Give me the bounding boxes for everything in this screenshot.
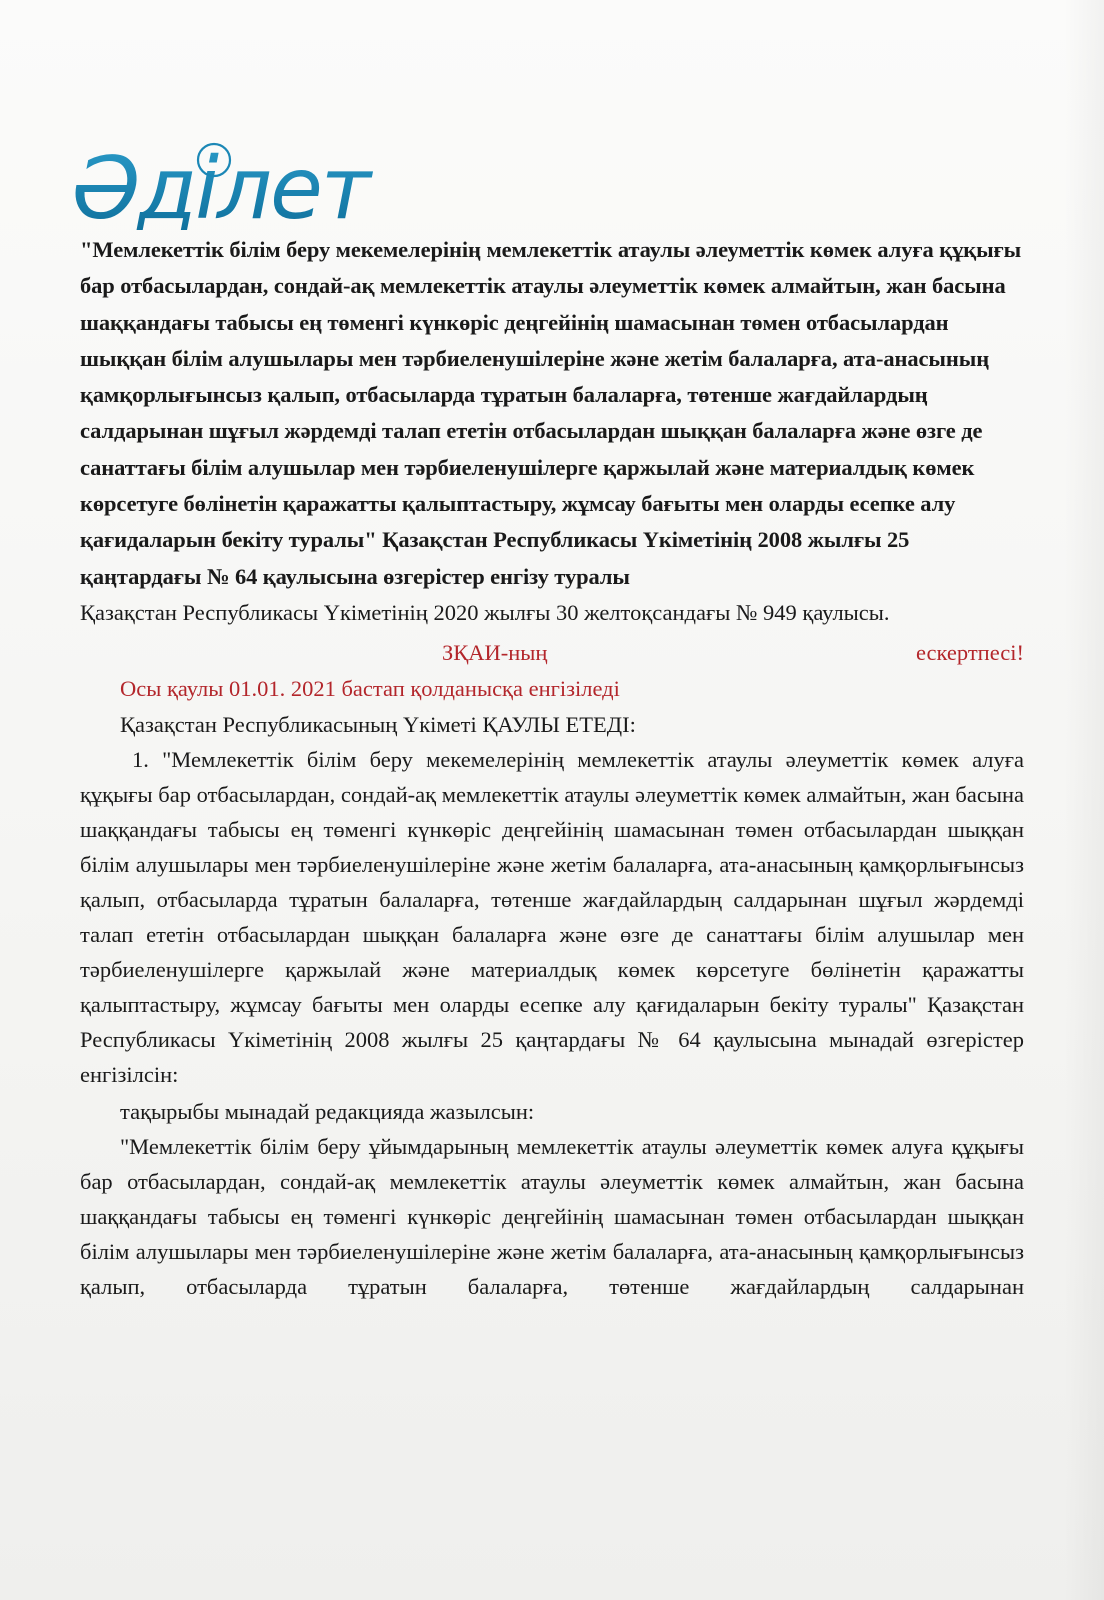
new-title-text: "Мемлекеттік білім беру ұйымдарының мемлекеттік атаулы әлеуметтік көмек алуға құқығы бар отбасылардан, сондай-ақ мемлекеттік атаулы әлеуметтік көмек алмайтын, жан басына шаққандағы табысы ең төменгі күнкөріс деңгейінің шамасынан төмен отбасылардан шыққан білім алушылары мен тәрбиеленушілеріне және жетім балаларға, ата-анасының қамқорлығынсыз қалып, отбасыларда тұратын балаларға, төтенше жағдайлардың салдарынан [80, 1133, 1024, 1299]
heading-note: тақырыбы мынадай редакцияда жазылсын: [120, 1098, 535, 1124]
editor-note [80, 635, 1024, 671]
document-title: "Мемлекеттік білім беру мекемелерінің мемлекеттік атаулы әлеуметтік көмек алуға құқығы бар отбасылардан, сондай-ақ мемлекеттік атаулы әлеуметтік көмек алмайтын, жан басына шаққандағы табысы ең төменгі күнкөріс деңгейінің шамасынан төмен отбасылардан шыққан білім алушылары мен тәрбиеленушілеріне және жетім балаларға, ата-анасының қамқорлығынсыз қалып, отбасыларда тұратын балаларға, төтенше жағдайлардың салдарынан шұғыл жәрдемді талап ететін отбасылардан шыққан балаларға және өзге де санаттағы білім алушылар мен тәрбиеленушілерге қаржылай және материалдық көмек көрсетуге бөлінетін қаражатты қалыптастыру, жұмсау бағыты мен оларды есепке алу қағидаларын бекіту туралы" Қазақстан Республикасы Үкіметінің 2008 жылғы 25 қаңтардағы № 64 қаулысына өзгерістер енгізу туралы [80, 237, 1022, 589]
adilet-logo-icon [72, 130, 402, 230]
editor-note-left: ЗҚАИ-ның [442, 639, 548, 665]
document-subtitle: Қазақстан Республикасы Үкіметінің 2020 жылғы 30 желтоқсандағы № 949 қаулысы. [80, 599, 890, 625]
item-1: 1. "Мемлекеттік білім беру мекемелерінің мемлекеттік атаулы әлеуметтік көмек алуға құқығы бар отбасылардан, сондай-ақ мемлекеттік атаулы әлеуметтік көмек алмайтын, жан басына шаққандағы табысы ең төменгі күнкөріс деңгейінің шамасынан төмен отбасылардан шыққан білім алушылары мен тәрбиеленушілеріне және жетім балаларға, ата-анасының қамқорлығынсыз қалып, отбасыларда тұратын балаларға, төтенше жағдайлардың салдарынан шұғыл жәрдемді талап ететін отбасылардан шыққан балаларға және өзге де санаттағы білім алушылар мен тәрбиеленушілерге қаржылай және материалдық көмек көрсетуге бөлінетін қаражатты қалыптастыру, жұмсау бағыты мен оларды есепке алу қағидаларын бекіту туралы" Қазақстан Республикасы Үкіметінің 2008 жылғы 25 қаңтардағы № 64 қаулысына мынадай өзгерістер енгізілсін: [80, 746, 1024, 1087]
effective-date-note: Осы қаулы 01.01. 2021 бастап қолданысқа енгізіледі [120, 675, 620, 701]
decree-line: Қазақстан Республикасының Үкіметі ҚАУЛЫ ЕТЕДІ: [120, 711, 636, 737]
document-body [80, 232, 1024, 1304]
logo-wordmark: Әділет [72, 139, 370, 230]
adilet-logo [72, 130, 402, 230]
editor-note-right: ескертпесі! [916, 639, 1024, 665]
